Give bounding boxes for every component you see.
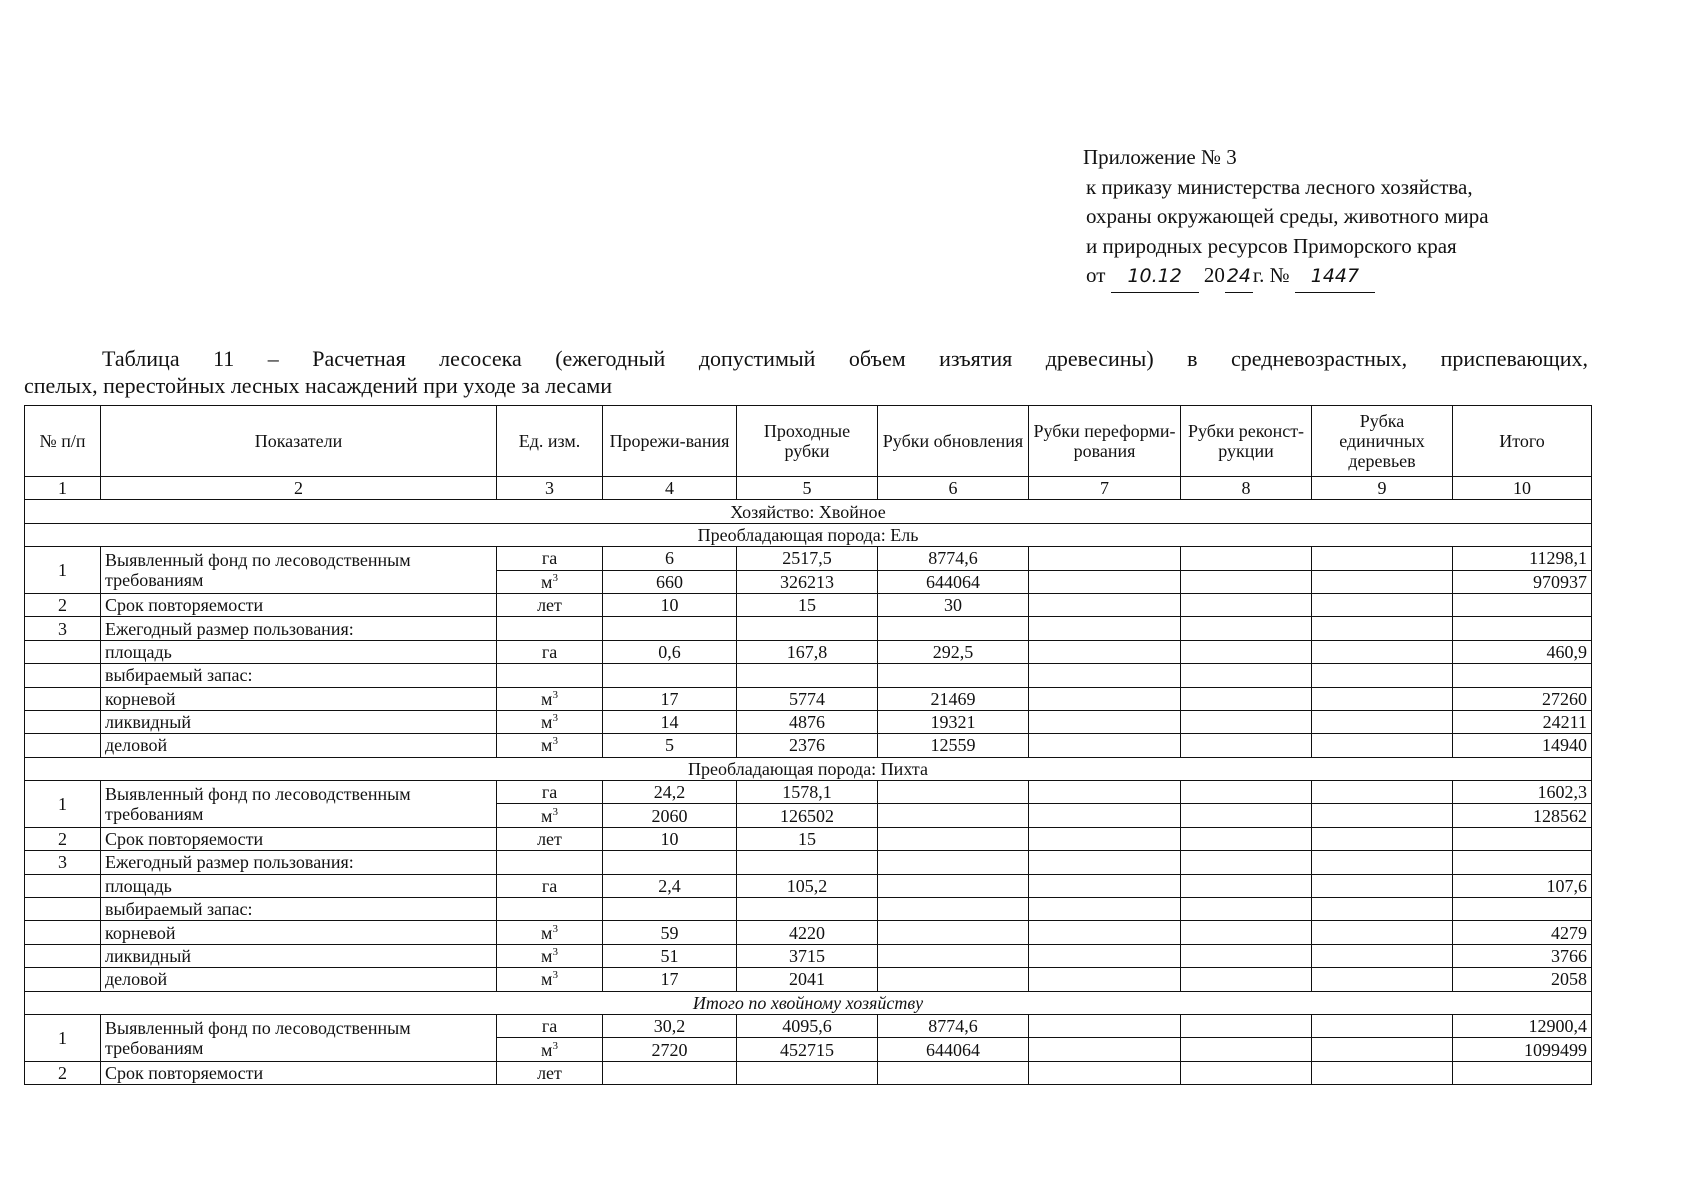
unit-sup: 3: [552, 922, 558, 935]
col-number: 5: [737, 477, 878, 500]
data-cell: 12559: [878, 734, 1029, 757]
data-cell: [1312, 1061, 1453, 1084]
col-number: 2: [101, 477, 497, 500]
row-label: ликвидный: [101, 710, 497, 733]
data-cell: [1181, 687, 1312, 710]
species-title-spruce: Преобладающая порода: Ель: [25, 523, 1592, 546]
total-cell: 12900,4: [1453, 1014, 1592, 1037]
col-number: 3: [497, 477, 603, 500]
data-cell: 15: [737, 593, 878, 616]
table-row: [25, 921, 1592, 944]
data-cell: 30: [878, 593, 1029, 616]
data-cell: 59: [603, 921, 737, 944]
header-cell: Рубки реконст-рукции: [1181, 406, 1312, 477]
col-number: 8: [1181, 477, 1312, 500]
data-cell: 51: [603, 944, 737, 967]
empty-cell: [878, 851, 1029, 874]
caption-line-2: спелых, перестойных лесных насаждений при уходе за лесами: [24, 373, 613, 398]
data-cell: 17: [603, 687, 737, 710]
data-cell: 15: [737, 827, 878, 850]
data-cell: [1312, 640, 1453, 663]
data-cell: 644064: [878, 1038, 1029, 1061]
data-cell: [1181, 734, 1312, 757]
total-cell: [1453, 827, 1592, 850]
data-cell: 5: [603, 734, 737, 757]
empty-cell: [1181, 851, 1312, 874]
data-cell: [1181, 944, 1312, 967]
total-cell: 14940: [1453, 734, 1592, 757]
row-label: Выявленный фонд по лесоводственным требованиям: [101, 1014, 497, 1061]
table-row: [25, 640, 1592, 663]
empty-cell: [1181, 617, 1312, 640]
table-row: [25, 617, 1592, 640]
data-cell: [1312, 968, 1453, 991]
row-label: Ежегодный размер пользования:: [101, 617, 497, 640]
appendix-line: Приложение № 3: [1083, 145, 1237, 169]
empty-cell: [737, 851, 878, 874]
data-cell: 292,5: [878, 640, 1029, 663]
total-cell: 460,9: [1453, 640, 1592, 663]
section-row: [25, 991, 1592, 1014]
data-cell: 5774: [737, 687, 878, 710]
row-number: 1: [25, 1014, 101, 1061]
row-label: выбираемый запас:: [101, 664, 497, 687]
total-cell: 24211: [1453, 710, 1592, 733]
data-cell: [878, 1061, 1029, 1084]
unit-cell: [497, 968, 603, 991]
empty-cell: [1181, 898, 1312, 921]
row-label: площадь: [101, 874, 497, 897]
unit-sup: 3: [552, 946, 558, 958]
header-cell: № п/п: [25, 406, 101, 477]
data-cell: 6: [603, 547, 737, 570]
empty-cell: [1312, 898, 1453, 921]
data-cell: [1029, 1038, 1181, 1061]
unit-cell: га: [497, 781, 603, 804]
appendix-order-line: [1086, 261, 1489, 293]
header-cell: Проходные рубки: [737, 406, 878, 477]
row-number: 1: [25, 547, 101, 594]
data-cell: 4095,6: [737, 1014, 878, 1037]
row-label: корневой: [101, 687, 497, 710]
data-cell: [1312, 921, 1453, 944]
unit-m: м: [541, 969, 553, 990]
data-cell: 2720: [603, 1038, 737, 1061]
empty-cell: [25, 968, 101, 991]
empty-cell: [497, 617, 603, 640]
data-cell: 1578,1: [737, 781, 878, 804]
unit-cell: [497, 921, 603, 944]
table-row: [25, 827, 1592, 850]
header-cell: Итого: [1453, 406, 1592, 477]
data-cell: 167,8: [737, 640, 878, 663]
row-label: Выявленный фонд по лесоводственным требованиям: [101, 781, 497, 828]
data-cell: [1312, 570, 1453, 593]
data-cell: 8774,6: [878, 547, 1029, 570]
unit-cell: [497, 734, 603, 757]
empty-cell: [25, 664, 101, 687]
data-cell: 105,2: [737, 874, 878, 897]
row-label: Срок повторяемости: [101, 1061, 497, 1084]
total-cell: 128562: [1453, 804, 1592, 827]
data-cell: [1312, 734, 1453, 757]
header-row: [25, 406, 1592, 477]
data-cell: [1181, 710, 1312, 733]
row-label: ликвидный: [101, 944, 497, 967]
unit-m: м: [541, 946, 553, 966]
order-number-handwritten: 1447: [1295, 262, 1375, 293]
row-label: выбираемый запас:: [101, 898, 497, 921]
row-label: Срок повторяемости: [101, 827, 497, 850]
data-cell: [1181, 827, 1312, 850]
table-row: [25, 781, 1592, 804]
total-cell: 27260: [1453, 687, 1592, 710]
unit-cell: лет: [497, 593, 603, 616]
data-cell: [1029, 687, 1181, 710]
data-cell: [1312, 547, 1453, 570]
data-cell: [1181, 1014, 1312, 1037]
data-cell: 3715: [737, 944, 878, 967]
data-cell: [1029, 944, 1181, 967]
empty-cell: [497, 851, 603, 874]
total-cell: 970937: [1453, 570, 1592, 593]
total-cell: 1099499: [1453, 1038, 1592, 1061]
species-title-fir: Преобладающая порода: Пихта: [25, 757, 1592, 780]
data-cell: 30,2: [603, 1014, 737, 1037]
empty-cell: [1312, 851, 1453, 874]
unit-cell: га: [497, 874, 603, 897]
unit-m: м: [541, 805, 553, 826]
row-number: 3: [25, 617, 101, 640]
unit-sup: 3: [552, 805, 558, 818]
empty-cell: [1029, 664, 1181, 687]
empty-cell: [1029, 617, 1181, 640]
data-cell: [1181, 640, 1312, 663]
table-row: [25, 710, 1592, 733]
data-cell: [1181, 593, 1312, 616]
col-number: 6: [878, 477, 1029, 500]
unit-m: м: [541, 571, 553, 592]
empty-cell: [878, 664, 1029, 687]
order-date-handwritten: 10.12: [1111, 262, 1199, 293]
empty-cell: [25, 921, 101, 944]
empty-cell: [737, 664, 878, 687]
appendix-block: [1083, 143, 1489, 293]
empty-cell: [737, 617, 878, 640]
data-cell: [1181, 547, 1312, 570]
data-cell: 24,2: [603, 781, 737, 804]
allowable-cut-table: [24, 405, 1592, 1085]
unit-m: м: [541, 1039, 553, 1060]
unit-cell: лет: [497, 1061, 603, 1084]
data-cell: 0,6: [603, 640, 737, 663]
col-number: 7: [1029, 477, 1181, 500]
table-row: [25, 1061, 1592, 1084]
order-year-handwritten: 24: [1225, 262, 1253, 293]
data-cell: 326213: [737, 570, 878, 593]
row-label: Выявленный фонд по лесоводственным требованиям: [101, 547, 497, 594]
empty-cell: [737, 898, 878, 921]
header-cell: Рубки переформи-рования: [1029, 406, 1181, 477]
data-cell: [878, 827, 1029, 850]
data-cell: [1312, 874, 1453, 897]
data-cell: [1029, 640, 1181, 663]
empty-cell: [1453, 851, 1592, 874]
unit-m: м: [541, 712, 553, 733]
data-cell: [1181, 781, 1312, 804]
col-number: 10: [1453, 477, 1592, 500]
data-cell: [1312, 944, 1453, 967]
empty-cell: [878, 617, 1029, 640]
row-label: деловой: [101, 968, 497, 991]
data-cell: 17: [603, 968, 737, 991]
empty-cell: [1029, 898, 1181, 921]
section-row: [25, 523, 1592, 546]
data-cell: [878, 781, 1029, 804]
data-cell: 2041: [737, 968, 878, 991]
unit-cell: га: [497, 1014, 603, 1037]
economy-title: Хозяйство: Хвойное: [25, 500, 1592, 523]
data-cell: [1181, 570, 1312, 593]
total-cell: [1453, 1061, 1592, 1084]
header-cell: Рубка единичных деревьев: [1312, 406, 1453, 477]
data-cell: [603, 1061, 737, 1084]
empty-cell: [1181, 664, 1312, 687]
col-number: 4: [603, 477, 737, 500]
data-cell: [1312, 1014, 1453, 1037]
unit-sup: 3: [552, 969, 558, 982]
column-number-row: [25, 477, 1592, 500]
data-cell: [1181, 874, 1312, 897]
unit-cell: га: [497, 640, 603, 663]
table-row: [25, 687, 1592, 710]
data-cell: [1029, 570, 1181, 593]
data-cell: [1312, 593, 1453, 616]
section-row: [25, 757, 1592, 780]
row-number: 2: [25, 593, 101, 616]
table-row: [25, 851, 1592, 874]
unit-cell: [497, 687, 603, 710]
unit-cell: [497, 1038, 603, 1061]
data-cell: 14: [603, 710, 737, 733]
unit-cell: [497, 570, 603, 593]
unit-cell: [497, 804, 603, 827]
empty-cell: [603, 898, 737, 921]
data-cell: [1312, 827, 1453, 850]
table-row: [25, 1014, 1592, 1037]
data-cell: [1029, 1014, 1181, 1037]
appendix-line: и природных ресурсов Приморского края: [1086, 233, 1457, 258]
data-cell: [1029, 593, 1181, 616]
data-cell: [1029, 781, 1181, 804]
empty-cell: [603, 851, 737, 874]
row-number: 3: [25, 851, 101, 874]
data-cell: [1029, 710, 1181, 733]
data-cell: 2517,5: [737, 547, 878, 570]
col-number: 9: [1312, 477, 1453, 500]
empty-cell: [25, 687, 101, 710]
empty-cell: [603, 664, 737, 687]
data-cell: [1029, 1061, 1181, 1084]
empty-cell: [25, 734, 101, 757]
data-cell: 644064: [878, 570, 1029, 593]
data-cell: [878, 968, 1029, 991]
unit-cell: [497, 710, 603, 733]
empty-cell: [497, 664, 603, 687]
data-cell: [1181, 1038, 1312, 1061]
row-label: деловой: [101, 734, 497, 757]
header-cell: Показатели: [101, 406, 497, 477]
data-cell: 10: [603, 827, 737, 850]
empty-cell: [25, 640, 101, 663]
row-number: 1: [25, 781, 101, 828]
data-cell: [1312, 781, 1453, 804]
data-cell: [1312, 710, 1453, 733]
data-cell: [1029, 734, 1181, 757]
data-cell: 4220: [737, 921, 878, 944]
order-year-suffix: г. №: [1252, 263, 1290, 287]
section-row: [25, 500, 1592, 523]
data-cell: 21469: [878, 687, 1029, 710]
unit-sup: 3: [552, 688, 558, 701]
total-cell: 11298,1: [1453, 547, 1592, 570]
header-cell: Рубки обновления: [878, 406, 1029, 477]
row-label: Срок повторяемости: [101, 593, 497, 616]
empty-cell: [1312, 617, 1453, 640]
unit-m: м: [541, 688, 553, 709]
appendix-line: к приказу министерства лесного хозяйства,: [1086, 174, 1473, 199]
empty-cell: [25, 710, 101, 733]
data-cell: 2,4: [603, 874, 737, 897]
empty-cell: [25, 898, 101, 921]
unit-sup: 3: [552, 735, 558, 748]
data-cell: [737, 1061, 878, 1084]
total-cell: 4279: [1453, 921, 1592, 944]
table-row: [25, 874, 1592, 897]
data-cell: [1312, 687, 1453, 710]
data-cell: 660: [603, 570, 737, 593]
data-cell: 4876: [737, 710, 878, 733]
data-cell: [878, 921, 1029, 944]
total-section-title: Итого по хвойному хозяйству: [25, 991, 1592, 1014]
data-cell: [1312, 1038, 1453, 1061]
unit-sup: 3: [552, 571, 558, 584]
unit-sup: 3: [552, 1039, 558, 1052]
data-cell: 8774,6: [878, 1014, 1029, 1037]
unit-cell: га: [497, 547, 603, 570]
unit-cell: [497, 944, 603, 967]
data-cell: [878, 874, 1029, 897]
data-cell: [1312, 804, 1453, 827]
data-cell: 2376: [737, 734, 878, 757]
empty-cell: [25, 874, 101, 897]
empty-cell: [1029, 851, 1181, 874]
empty-cell: [1312, 664, 1453, 687]
caption-line-1: Таблица 11 – Расчетная лесосека (ежегодный допустимый объем изъятия древесины) в средневозрастных, приспевающих,: [102, 346, 1588, 371]
table-row: [25, 664, 1592, 687]
data-cell: [1181, 921, 1312, 944]
data-cell: 2060: [603, 804, 737, 827]
table-row: [25, 593, 1592, 616]
empty-cell: [25, 944, 101, 967]
row-label: площадь: [101, 640, 497, 663]
data-cell: [1181, 804, 1312, 827]
data-cell: [1029, 874, 1181, 897]
row-number: 2: [25, 1061, 101, 1084]
data-cell: [1029, 968, 1181, 991]
order-year-prefix: 20: [1203, 263, 1225, 287]
total-cell: 1602,3: [1453, 781, 1592, 804]
data-cell: [878, 944, 1029, 967]
empty-cell: [1453, 617, 1592, 640]
empty-cell: [603, 617, 737, 640]
total-cell: 3766: [1453, 944, 1592, 967]
data-cell: 10: [603, 593, 737, 616]
total-cell: [1453, 593, 1592, 616]
data-cell: [1029, 921, 1181, 944]
total-cell: 107,6: [1453, 874, 1592, 897]
table-row: [25, 898, 1592, 921]
table-row: [25, 734, 1592, 757]
unit-sup: 3: [552, 712, 558, 725]
empty-cell: [497, 898, 603, 921]
empty-cell: [878, 898, 1029, 921]
row-label: корневой: [101, 921, 497, 944]
row-label: Ежегодный размер пользования:: [101, 851, 497, 874]
data-cell: [1029, 827, 1181, 850]
empty-cell: [1453, 898, 1592, 921]
header-cell: Ед. изм.: [497, 406, 603, 477]
data-cell: 126502: [737, 804, 878, 827]
table-caption: [24, 345, 1588, 399]
header-cell: Прорежи-вания: [603, 406, 737, 477]
data-cell: [878, 804, 1029, 827]
data-cell: [1181, 968, 1312, 991]
empty-cell: [1453, 664, 1592, 687]
data-cell: [1181, 1061, 1312, 1084]
data-cell: [1029, 547, 1181, 570]
order-prefix: от: [1086, 263, 1106, 287]
data-cell: 452715: [737, 1038, 878, 1061]
col-number: 1: [25, 477, 101, 500]
table-row: [25, 547, 1592, 570]
unit-m: м: [541, 922, 553, 943]
unit-m: м: [541, 735, 553, 756]
row-number: 2: [25, 827, 101, 850]
unit-cell: лет: [497, 827, 603, 850]
appendix-line: охраны окружающей среды, животного мира: [1086, 204, 1489, 228]
data-cell: 19321: [878, 710, 1029, 733]
table-row: [25, 968, 1592, 991]
total-cell: 2058: [1453, 968, 1592, 991]
data-cell: [1029, 804, 1181, 827]
table-row: [25, 944, 1592, 967]
